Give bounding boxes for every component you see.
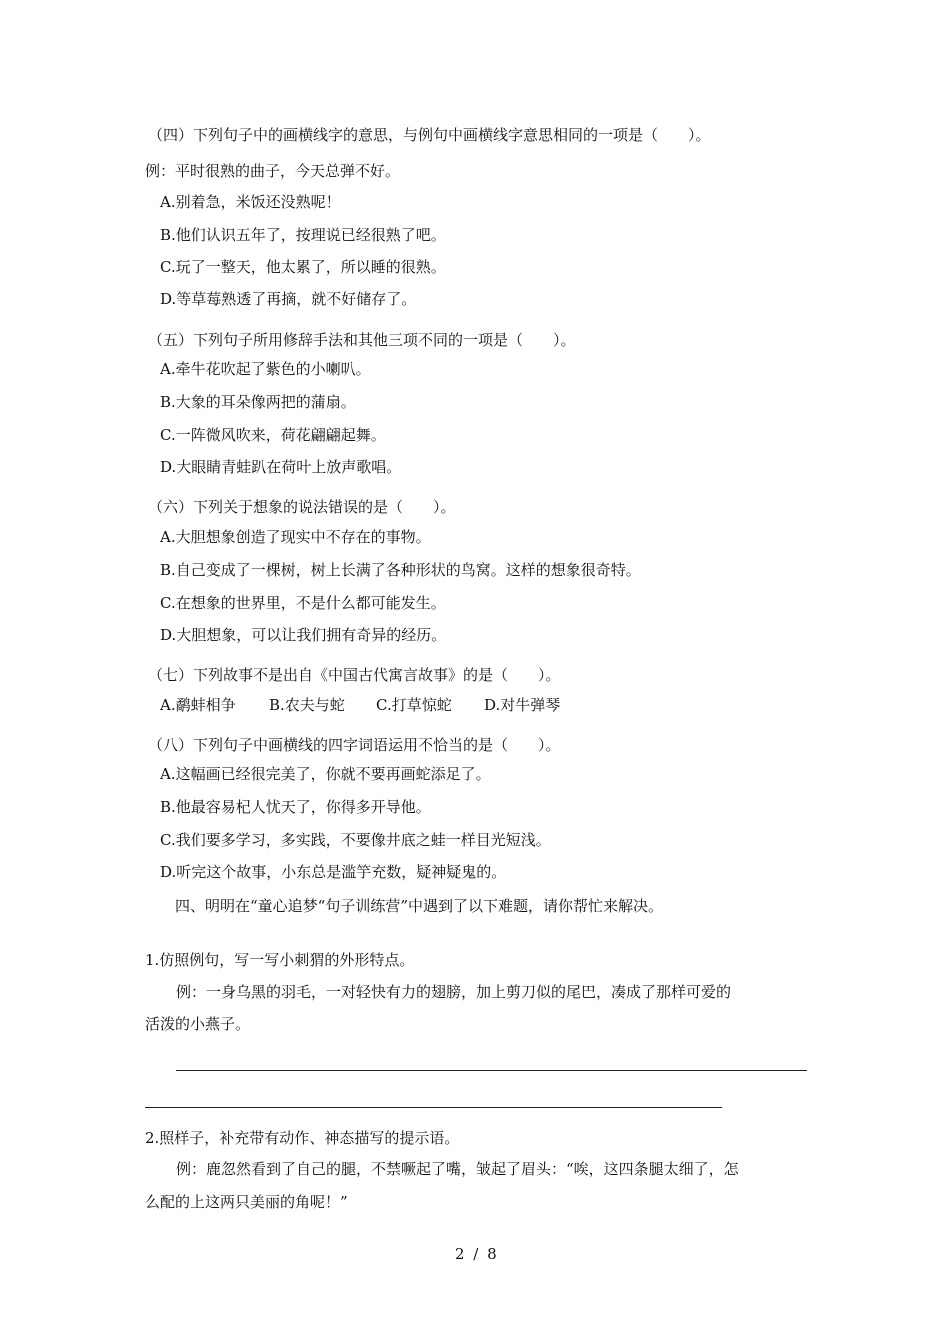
q8-option-d: D.听完这个故事，小东总是滥竽充数，疑神疑鬼的。 [160,863,507,881]
q8-stem: （八）下列句子中画横线的四字词语运用不恰当的是（ ）。 [148,736,561,754]
item1-example-line1: 例：一身乌黑的羽毛，一对轻快有力的翅膀，加上剪刀似的尾巴，凑成了那样可爱的 [176,983,732,1001]
answer-line-2[interactable] [145,1107,722,1108]
q4-option-b: B.他们认识五年了，按理说已经很熟了吧。 [160,226,446,244]
item2-example-line1: 例：鹿忽然看到了自己的腿，不禁噘起了嘴，皱起了眉头：“唉，这四条腿太细了，怎 [176,1160,739,1178]
q7-stem: （七）下列故事不是出自《中国古代寓言故事》的是（ ）。 [148,666,561,684]
q7-option-a: A.鹬蚌相争 [160,696,236,714]
q4-option-a: A.别着急，米饭还没熟呢！ [160,193,341,211]
q5-option-a: A.牵牛花吹起了紫色的小喇叭。 [160,360,371,378]
item1-example-line2: 活泼的小燕子。 [145,1015,251,1033]
q5-stem: （五）下列句子所用修辞手法和其他三项不同的一项是（ ）。 [148,331,576,349]
q7-option-b: B.农夫与蛇 [269,696,345,714]
q6-stem: （六）下列关于想象的说法错误的是（ ）。 [148,498,456,516]
q5-option-b: B.大象的耳朵像两把的蒲扇。 [160,393,356,411]
q4-example: 例：平时很熟的曲子，今天总弹不好。 [145,162,401,180]
q4-option-c: C.玩了一整天，他太累了，所以睡的很熟。 [160,258,446,276]
q6-option-d: D.大胆想象，可以让我们拥有奇异的经历。 [160,626,447,644]
page-number: 2 / 8 [455,1245,499,1263]
item1-title: 1.仿照例句，写一写小刺猬的外形特点。 [145,951,415,969]
q8-option-c: C.我们要多学习，多实践，不要像井底之蛙一样目光短浅。 [160,831,551,849]
q5-option-d: D.大眼睛青蛙趴在荷叶上放声歌唱。 [160,458,402,476]
q8-option-b: B.他最容易杞人忧天了，你得多开导他。 [160,798,431,816]
q7-option-c: C.打草惊蛇 [376,696,452,714]
q6-option-c: C.在想象的世界里，不是什么都可能发生。 [160,594,446,612]
q8-option-a: A.这幅画已经很完美了，你就不要再画蛇添足了。 [160,765,491,783]
item2-title: 2.照样子，补充带有动作、神态描写的提示语。 [145,1129,460,1147]
q7-option-d: D.对牛弹琴 [484,696,561,714]
q6-option-a: A.大胆想象创造了现实中不存在的事物。 [160,528,431,546]
section-heading: 四、明明在“童心追梦“句子训练营”中遇到了以下难题，请你帮忙来解决。 [175,897,664,915]
answer-line-1[interactable] [176,1070,807,1071]
q4-stem: （四）下列句子中的画横线字的意思，与例句中画横线字意思相同的一项是（ ）。 [148,126,711,144]
q4-option-d: D.等草莓熟透了再摘，就不好储存了。 [160,290,417,308]
q6-option-b: B.自己变成了一棵树，树上长满了各种形状的鸟窝。这样的想象很奇特。 [160,561,641,579]
item2-example-line2: 么配的上这两只美丽的角呢！” [145,1193,348,1211]
q5-option-c: C.一阵微风吹来，荷花翩翩起舞。 [160,426,386,444]
